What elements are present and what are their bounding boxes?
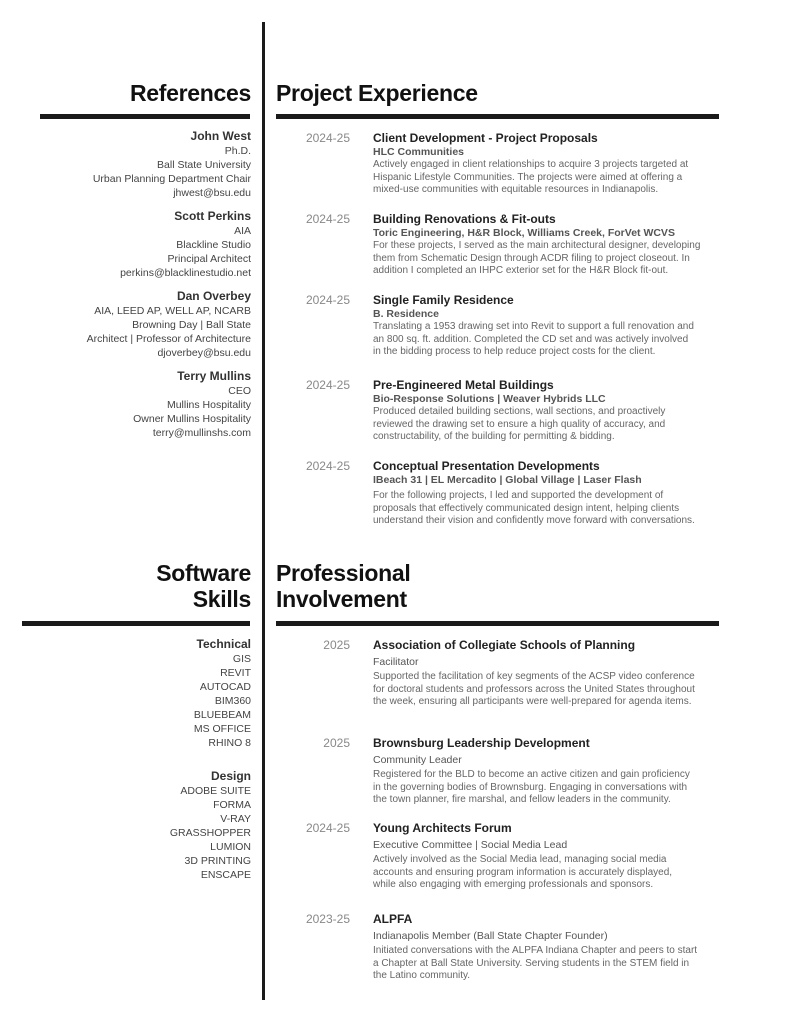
references-list bbox=[31, 128, 251, 448]
involvement-description-line: Actively involved as the Social Media lead, managing social media bbox=[373, 854, 667, 865]
project-description-line: For these projects, I served as the main architectural designer, developing bbox=[373, 240, 701, 251]
project-experience-rule bbox=[276, 114, 719, 119]
involvement-year: 2024-25 bbox=[305, 821, 350, 835]
involvement-title: Brownsburg Leadership Development bbox=[373, 736, 590, 750]
skill-group-title: Technical bbox=[196, 637, 251, 651]
project-title: Building Renovations & Fit-outs bbox=[373, 212, 556, 226]
skill-item: ENSCAPE bbox=[200, 869, 251, 881]
reference-item bbox=[31, 368, 251, 440]
project-client: Toric Engineering, H&R Block, Williams Creek, ForVet WCVS bbox=[373, 227, 675, 239]
project-entry bbox=[276, 292, 726, 359]
project-description-line: Translating a 1953 drawing set into Revit to support a full renovation and bbox=[373, 321, 694, 332]
project-client: B. Residence bbox=[373, 308, 439, 320]
involvement-title: Young Architects Forum bbox=[373, 821, 512, 835]
reference-detail: Blackline Studio bbox=[176, 239, 251, 251]
project-description-line: them from Schematic Design through ACDR filing to project closeout. In bbox=[373, 252, 690, 264]
reference-detail: Principal Architect bbox=[167, 253, 251, 265]
project-description-line: Actively engaged in client relationships to acquire 3 projects targeted at bbox=[373, 159, 689, 170]
project-client: HLC Communities bbox=[373, 146, 465, 158]
skill-item: AUTOCAD bbox=[199, 681, 251, 693]
project-entry bbox=[276, 130, 726, 197]
software-skills-heading-line2: Skills bbox=[192, 586, 251, 612]
skill-item: BLUEBEAM bbox=[193, 709, 251, 721]
involvement-role: Executive Committee | Social Media Lead bbox=[373, 839, 568, 851]
project-year: 2024-25 bbox=[305, 293, 350, 307]
involvement-entry bbox=[276, 820, 726, 892]
reference-detail: Mullins Hospitality bbox=[166, 399, 251, 411]
involvement-year: 2023-25 bbox=[305, 912, 350, 926]
reference-email: perkins@blacklinestudio.net bbox=[120, 267, 251, 279]
involvement-entry bbox=[276, 735, 726, 807]
reference-detail: Architect | Professor of Architecture bbox=[86, 333, 251, 345]
software-skills-heading bbox=[156, 560, 251, 612]
skill-item: REVIT bbox=[220, 667, 251, 679]
project-description-line: proposals that effectively communicated design intent, helping clients bbox=[373, 502, 680, 514]
involvement-description-line: the week, ensuring all participants were well-prepared for agenda items. bbox=[373, 696, 692, 707]
reference-item bbox=[31, 208, 251, 280]
skill-item: BIM360 bbox=[214, 695, 251, 707]
project-description-line: in the bidding process to help reduce project costs for the client. bbox=[373, 346, 656, 357]
skill-item: GRASSHOPPER bbox=[169, 827, 251, 839]
skill-item: V-RAY bbox=[220, 813, 251, 825]
software-skills-rule bbox=[22, 621, 250, 626]
reference-name: John West bbox=[190, 129, 251, 143]
software-skills-list bbox=[31, 636, 251, 900]
involvement-description-line: while also engaging with emerging professionals and sponsors. bbox=[373, 879, 654, 890]
project-description-line: understand their vision and confidently move forward with conversations. bbox=[373, 515, 695, 526]
professional-involvement-heading-line1: Professional bbox=[276, 560, 411, 586]
involvement-entry bbox=[276, 911, 726, 983]
skill-item: MS OFFICE bbox=[193, 723, 251, 735]
involvement-description-line: for doctoral students and professors across the United States throughout bbox=[373, 683, 695, 695]
involvement-description-line: Supported the facilitation of key segments of the ACSP video conference bbox=[373, 671, 695, 682]
reference-detail: AIA bbox=[234, 225, 251, 237]
reference-item bbox=[31, 128, 251, 200]
project-description-line: constructability, of the building for permitting & bidding. bbox=[373, 431, 615, 442]
project-year: 2024-25 bbox=[305, 131, 350, 145]
involvement-description-line: accounts and ensuring program information is accurately displayed, bbox=[373, 866, 673, 878]
skill-item: RHINO 8 bbox=[208, 737, 251, 749]
project-description-line: reviewed the drawing set to ensure a high quality of accuracy, and bbox=[373, 418, 666, 430]
involvement-description-line: a Chapter at Ball State University. Serving students in the STEM field in bbox=[373, 957, 690, 969]
project-entry bbox=[276, 211, 726, 278]
reference-email: djoverbey@bsu.edu bbox=[157, 347, 251, 359]
involvement-description-line: the town planner, fire marshal, and fellow leaders in the community. bbox=[373, 794, 671, 805]
center-divider bbox=[262, 22, 265, 1000]
reference-detail: AIA, LEED AP, WELL AP, NCARB bbox=[94, 305, 251, 317]
project-experience-heading: Project Experience bbox=[276, 80, 478, 106]
project-description-line: addition I completed an IHPC exterior set for the H&R Block fit-out. bbox=[373, 265, 669, 276]
involvement-entry bbox=[276, 637, 726, 709]
professional-involvement-heading-line2: Involvement bbox=[276, 586, 407, 612]
involvement-description-line: the Latino community. bbox=[373, 970, 471, 981]
project-client: Bio-Response Solutions | Weaver Hybrids LLC bbox=[373, 393, 606, 405]
project-year: 2024-25 bbox=[305, 212, 350, 226]
skill-item: GIS bbox=[232, 653, 251, 665]
project-title: Single Family Residence bbox=[373, 293, 514, 307]
skill-group-design bbox=[31, 768, 251, 882]
project-description-line: For the following projects, I led and supported the development of bbox=[373, 490, 664, 501]
project-entry bbox=[276, 377, 726, 444]
reference-item bbox=[31, 288, 251, 360]
reference-detail: Owner Mullins Hospitality bbox=[133, 413, 251, 425]
project-entry bbox=[276, 458, 726, 528]
reference-detail: CEO bbox=[228, 385, 251, 397]
reference-name: Terry Mullins bbox=[177, 369, 251, 383]
involvement-year: 2025 bbox=[323, 638, 350, 652]
professional-involvement-heading bbox=[276, 560, 410, 612]
references-heading: References bbox=[129, 80, 251, 106]
project-description-line: mixed-use communities with equitable resources in Indianapolis. bbox=[373, 184, 659, 195]
project-title: Client Development - Project Proposals bbox=[373, 131, 598, 145]
software-skills-heading-line1: Software bbox=[156, 560, 251, 586]
involvement-description-line: Registered for the BLD to become an active citizen and gain proficiency bbox=[373, 769, 690, 780]
involvement-role: Facilitator bbox=[373, 656, 419, 668]
professional-involvement-rule bbox=[276, 621, 719, 626]
involvement-description-line: in the governing bodies of Brownsburg. Engaging in conversations with bbox=[373, 781, 688, 793]
reference-name: Scott Perkins bbox=[174, 209, 251, 223]
reference-email: jhwest@bsu.edu bbox=[173, 187, 251, 199]
involvement-year: 2025 bbox=[323, 736, 350, 750]
skill-item: LUMION bbox=[210, 841, 251, 853]
references-rule bbox=[40, 114, 250, 119]
project-description-line: Produced detailed building sections, wall sections, and proactively bbox=[373, 406, 666, 417]
project-year: 2024-25 bbox=[305, 378, 350, 392]
project-year: 2024-25 bbox=[305, 459, 350, 473]
project-description-line: Hispanic Lifestyle Communities. The projects were aimed at offering a bbox=[373, 171, 683, 183]
involvement-title: Association of Collegiate Schools of Planning bbox=[373, 638, 636, 652]
reference-name: Dan Overbey bbox=[176, 289, 251, 303]
reference-detail: Ball State University bbox=[157, 159, 251, 171]
reference-detail: Browning Day | Ball State bbox=[132, 319, 251, 331]
skill-item: ADOBE SUITE bbox=[180, 785, 251, 797]
involvement-description-line: Initiated conversations with the ALPFA Indiana Chapter and peers to start bbox=[373, 945, 698, 956]
skill-item: FORMA bbox=[213, 799, 251, 811]
project-description-line: an 800 sq. ft. addition. Completed the CD set and was actively involved bbox=[373, 333, 689, 345]
involvement-role: Indianapolis Member (Ball State Chapter Founder) bbox=[373, 930, 608, 942]
reference-detail: Ph.D. bbox=[224, 145, 251, 157]
project-title: Pre-Engineered Metal Buildings bbox=[373, 378, 554, 392]
involvement-title: ALPFA bbox=[373, 912, 413, 926]
reference-email: terry@mullinshs.com bbox=[152, 427, 251, 439]
project-client: IBeach 31 | EL Mercadito | Global Village | Laser Flash bbox=[373, 474, 642, 486]
project-title: Conceptual Presentation Developments bbox=[373, 459, 600, 473]
involvement-role: Community Leader bbox=[373, 754, 462, 766]
skill-item: 3D PRINTING bbox=[184, 855, 251, 867]
reference-detail: Urban Planning Department Chair bbox=[92, 173, 251, 185]
skill-group-technical bbox=[31, 636, 251, 750]
skill-group-title: Design bbox=[210, 769, 251, 783]
